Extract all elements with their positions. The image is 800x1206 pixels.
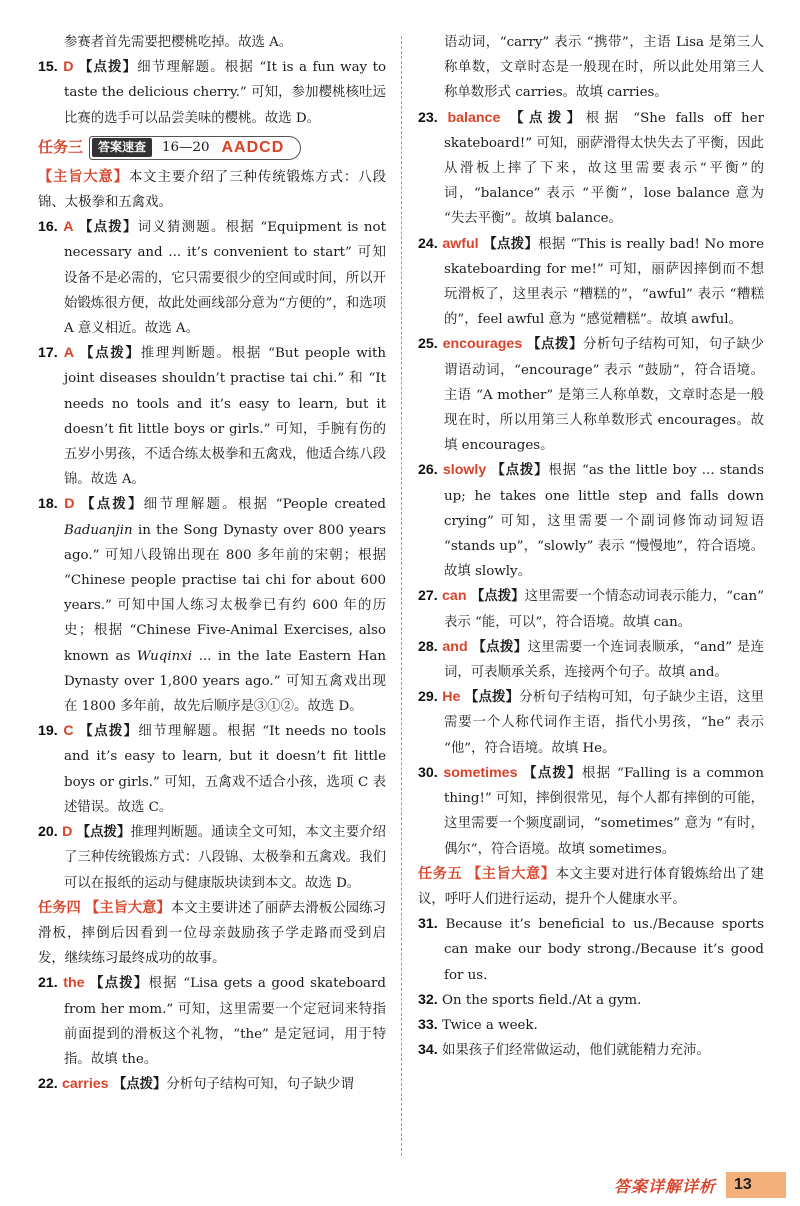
question-31: 31. Because it’s beneficial to us./Because sports can make our body strong./Because it’s good for us. [418,916,764,983]
right-column [418,30,764,1063]
task3-main-idea: 【主旨大意】本文主要介绍了三种传统锻炼方式：八段锦、太极拳和五禽戏。 [38,168,386,211]
question-33: 33. Twice a week. [418,1016,538,1033]
task-title: 任务四 [38,899,81,916]
quick-answer-box [89,136,301,160]
question-23: 23. balance 【点拨】根据 “She falls off her skateboard!” 可知，丽萨滑得太快失去了平衡，因此从滑板上摔了下来，故这里需要表示“平衡”的词，“balance” 表示 “平衡”，lose balance 意为 “失去平衡”。故填 balance。 [418,109,764,227]
footer-title: 答案详解详析 [614,1178,717,1196]
task4-main-idea: 任务四 【主旨大意】本文主要讲述了丽萨去滑板公园练习滑板，摔倒后因看到一位母亲鼓励孩子学走路而受到启发，继续练习最终成功的故事。 [38,899,386,967]
question-22: 22. carries 【点拨】分析句子结构可知，句子缺少谓 [38,1076,354,1093]
question-25: 25. encourages 【点拨】分析句子结构可知，句子缺少谓语动词，“encourage” 表示 “鼓励”，符合语境。主语 “A mother” 是第三人称单数，文章时态是一般现在时，所以用第三人称单数形式 encourages。故填 encourages。 [418,336,764,454]
q22-continuation: 语动词，“carry” 表示 “携带”，主语 Lisa 是第三人称单数，文章时态是一般现在时，所以此处用第三人称单数形式 carries。故填 carries。 [444,35,764,101]
question-29: 29. He 【点拨】分析句子结构可知，句子缺少主语，这里需要一个人称代词作主语，指代小男孩，“he” 表示 “他”，符合语境。故填 He。 [418,689,765,756]
question-21: 21. the 【点拨】根据 “Lisa gets a good skateboard from her mom.” 可知，这里需要一个定冠词来特指前面提到的滑板这个礼物，“the” 是定冠词，用于特指。故填 the。 [38,975,386,1067]
answer-letter: D [63,59,74,76]
question-15: 15. D 【点拨】细节理解题。根据 “It is a fun way to taste the delicious cherry.” 可知，参加樱桃核吐远比赛的选手可以品尝美味的樱桃。故选 D。 [38,59,387,126]
question-19: 19. C 【点拨】细节理解题。根据 “It needs no tools and it’s easy to learn, but it doesn’t fit little boys or girls.” 可知，五禽戏不适合小孩，选项 C 表述错误。故选 C。 [38,723,387,815]
q14-continuation: 参赛者首先需要把樱桃吃掉。故选 A。 [64,35,293,50]
column-divider [401,36,402,1156]
question-27: 27. can 【点拨】这里需要一个情态动词表示能力，“can” 表示 “能，可以”，符合语境。故填 can。 [418,588,764,630]
question-20: 20. D 【点拨】推理判断题。通读全文可知，本文主要介绍了三种传统锻炼方式：八段锦、太极拳和五禽戏。我们可以在报纸的运动与健康版块读到本文。故选 D。 [38,824,386,891]
question-17: 17. A 【点拨】推理判断题。根据 “But people with joint diseases shouldn’t practise tai chi.” 和 “It needs no tools and it’s easy to learn, but it doesn’t fit little boys or girls.” 可知，手腕有伤的五岁小男孩，不适合练太极拳和五禽戏，他适合练八段锦。故选 A。 [38,345,387,488]
task-title: 任务三 [38,139,84,157]
question-16: 16. A 【点拨】词义猜测题。根据 “Equipment is not necessary and ... it’s convenient to start” 可知设备不是必需的，它只需要很少的空间或时间，所以开始锻炼很方便，故此处画线部分意为“方便的”，和选项 A 意义相近。故选 A。 [38,219,386,337]
page-number: 13 [726,1172,786,1198]
question-28: 28. and 【点拨】这里需要一个连词表顺承，“and” 是连词，可表顺承关系，连接两个句子。故填 and。 [418,638,765,681]
task5-main-idea: 任务五 【主旨大意】本文主要对进行体育锻炼给出了建议，呼吁人们进行运动，提升个人健康水平。 [418,865,764,907]
quick-answer-letters: AADCD [221,139,285,157]
question-24: 24. awful 【点拨】根据 “This is really bad! No more skateboarding for me!” 可知，丽萨因摔倒而不想玩滑板了，这里表示 “糟糕的”，“awful” 表示 “糟糕的”，feel awful 意为 “感觉糟糕”。故填 awful。 [418,235,764,328]
task-title: 任务五 [418,865,463,882]
question-26: 26. slowly 【点拨】根据 “as the little boy ... stands up; he takes one little step and falls down crying” 可知，这里需要一个副词修饰动词短语 “stands up”，“slowly” 表示 “慢慢地”，符合语境。故填 slowly。 [418,462,764,580]
quick-answer-range: 16—20 [162,140,210,156]
question-34: 34. 如果孩子们经常做运动，他们就能精力充沛。 [418,1042,710,1059]
page-footer [614,1172,800,1198]
task3-header [38,133,386,163]
question-30: 30. sometimes 【点拨】根据 “Falling is a common thing!” 可知，摔倒很常见，每个人都有摔倒的可能，这里需要一个频度副词，“sometimes” 意为 “有时，偶尔”，符合语境。故填 sometimes。 [418,764,764,857]
question-18: 18. D 【点拨】细节理解题。根据 “People created Baduanjin in the Song Dynasty over 800 years ago.” 可知八段锦出现在 800 多年前的宋朝；根据 “Chinese people practise tai chi for about 600 years.” 可知中国人练习太极拳已有约 600 年的历史；根据 “Chinese Five-Animal Exercises, also known as Wuqinxi ... in the late Eastern Han Dynasty over 1,800 years ago.” 可知五禽戏出现在 1800 多年前，故先后顺序是③①②。故选 D。 [38,496,387,715]
question-32: 32. On the sports field./At a gym. [418,991,642,1008]
left-column [38,30,386,1097]
quick-answer-tag: 答案速查 [92,138,152,157]
